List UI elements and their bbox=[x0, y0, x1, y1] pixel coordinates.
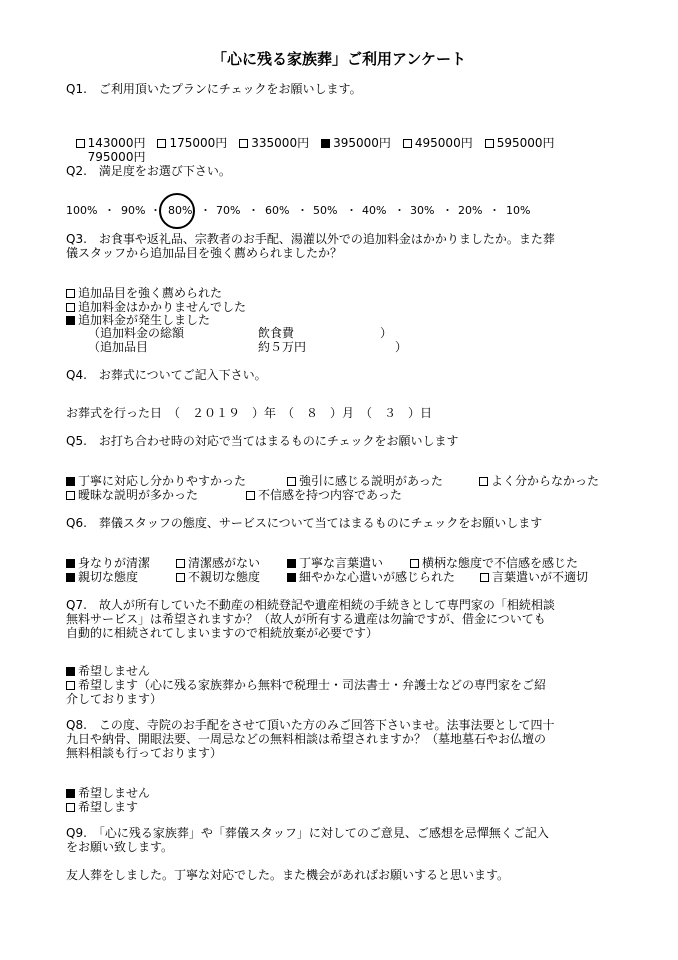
q4-funeral-date[interactable]: お葬式を行った日 （ ２０１９ ）年 （ ８ ）月 （ ３ ）日 bbox=[66, 406, 433, 420]
q1-option-335000[interactable] bbox=[239, 136, 309, 150]
q6-option-unclean[interactable] bbox=[176, 556, 260, 570]
checkbox[interactable] bbox=[176, 573, 185, 582]
q6-option-polite-speech[interactable] bbox=[287, 556, 383, 570]
q7-option-label: 希望しません bbox=[78, 664, 151, 678]
q5-option-label: よく分からなかった bbox=[491, 474, 600, 488]
q8-label-line3: 無料相談も行っております） bbox=[66, 746, 223, 760]
q7-option-request[interactable] bbox=[66, 678, 546, 692]
q8-option-decline[interactable] bbox=[66, 786, 150, 800]
q7-label-line1: Q7. 故人が所有していた不動産の相続登記や遺産相続の手続きとして専門家の「相続相談 bbox=[66, 598, 555, 612]
q7-option-request-cont: 介しております） bbox=[66, 692, 163, 706]
q8-option-label: 希望しません bbox=[78, 786, 151, 800]
scale-40[interactable]: 40% bbox=[362, 204, 387, 217]
q4-label: Q4. お葬式についてご記入下さい。 bbox=[66, 368, 267, 382]
q1-option-label: 175000円 bbox=[169, 136, 228, 150]
q6-option-label: 親切な態度 bbox=[78, 570, 139, 584]
q8-label-line2: 九日や納骨、開眼法要、一周忌などの無料相談は希望されますか？（墓地墓石やお仏壇の bbox=[66, 732, 547, 746]
checkbox[interactable] bbox=[66, 289, 75, 298]
checkbox[interactable] bbox=[239, 139, 248, 148]
q3-detail-total-value[interactable]: 飲食費 bbox=[258, 326, 295, 340]
checkbox-checked[interactable] bbox=[66, 789, 75, 798]
q6-option-label: 丁寧な言葉遣い bbox=[299, 556, 384, 570]
scale-sep: ・ bbox=[248, 204, 259, 217]
q3-label-line2: 儀スタッフから追加品目を強く薦められましたか？ bbox=[66, 246, 343, 260]
q1-option-label: 795000円 bbox=[87, 150, 146, 164]
q5-option-label: 丁寧に対応し分かりやすかった bbox=[78, 474, 247, 488]
q3-detail-items-label: （追加品目 bbox=[88, 340, 149, 354]
checkbox[interactable] bbox=[403, 139, 412, 148]
q3-option-extra-charged[interactable] bbox=[66, 313, 210, 327]
q8-option-label: 希望します bbox=[78, 800, 139, 814]
q6-option-arrogant[interactable] bbox=[410, 556, 578, 570]
q1-option-175000[interactable] bbox=[157, 136, 227, 150]
q8-option-request[interactable] bbox=[66, 800, 138, 814]
q1-option-795000[interactable] bbox=[76, 150, 146, 164]
scale-sep: ・ bbox=[150, 204, 161, 217]
q3-option-no-extra[interactable] bbox=[66, 300, 246, 314]
q1-option-595000[interactable] bbox=[485, 136, 555, 150]
checkbox[interactable] bbox=[480, 573, 489, 582]
scale-sep: ・ bbox=[394, 204, 405, 217]
q6-option-improper-speech[interactable] bbox=[480, 570, 588, 584]
q5-option-label: 不信感を持つ内容であった bbox=[258, 488, 402, 502]
q5-option-clear[interactable] bbox=[66, 474, 246, 488]
q3-option-label: 追加料金はかかりませんでした bbox=[78, 300, 247, 314]
q1-option-label: 143000円 bbox=[87, 136, 146, 150]
q9-answer[interactable]: 友人葬をしました。丁寧な対応でした。また機会があればお願いすると思います。 bbox=[66, 868, 510, 882]
q6-option-kind[interactable] bbox=[66, 570, 138, 584]
checkbox[interactable] bbox=[66, 303, 75, 312]
q1-option-label: 335000円 bbox=[251, 136, 310, 150]
q7-label-line2: 無料サービス」は希望されますか？（故人が所有する遺産は勿論ですが、借金についても bbox=[66, 612, 546, 626]
q5-option-label: 曖昧な説明が多かった bbox=[78, 488, 199, 502]
q3-detail-items-close: ） bbox=[395, 340, 408, 354]
checkbox[interactable] bbox=[485, 139, 494, 148]
checkbox-checked[interactable] bbox=[66, 316, 75, 325]
q9-label-line1: Q9. 「心に残る家族葬」や「葬儀スタッフ」に対してのご意見、ご感想を忌憚無くご記入 bbox=[66, 826, 549, 840]
scale-10[interactable]: 10% bbox=[506, 204, 531, 217]
q5-option-pushy[interactable] bbox=[287, 474, 443, 488]
q6-option-label: 清潔感がない bbox=[188, 556, 261, 570]
q3-label-line1: Q3. お食事や返礼品、宗教者のお手配、湯灌以外での追加料金はかかりましたか。また葬 bbox=[66, 232, 555, 246]
q9-label-line2: をお願い致します。 bbox=[66, 840, 174, 854]
checkbox-checked[interactable] bbox=[66, 477, 75, 486]
q7-option-decline[interactable] bbox=[66, 664, 150, 678]
q1-option-395000[interactable] bbox=[321, 136, 391, 150]
q1-options-row2 bbox=[68, 136, 157, 164]
scale-sep: ・ bbox=[489, 204, 500, 217]
q1-label: Q1. ご利用頂いたプランにチェックをお願いします。 bbox=[66, 82, 362, 96]
q8-label-line1: Q8. この度、寺院のお手配をさせて頂いた方のみご回答下さいませ。法事法要として四十 bbox=[66, 718, 555, 732]
scale-60[interactable]: 60% bbox=[265, 204, 290, 217]
q6-option-label: 不親切な態度 bbox=[188, 570, 261, 584]
checkbox[interactable] bbox=[66, 681, 75, 690]
checkbox[interactable] bbox=[66, 803, 75, 812]
q6-option-attentive[interactable] bbox=[287, 570, 455, 584]
q5-option-vague[interactable] bbox=[66, 488, 198, 502]
q5-label: Q5. お打ち合わせ時の対応で当てはまるものにチェックをお願いします bbox=[66, 434, 459, 448]
checkbox-checked[interactable] bbox=[287, 573, 296, 582]
q5-option-unclear[interactable] bbox=[479, 474, 599, 488]
q6-option-label: 身なりが清潔 bbox=[78, 556, 151, 570]
q1-option-495000[interactable] bbox=[403, 136, 473, 150]
q1-option-label: 395000円 bbox=[333, 136, 391, 150]
q6-option-label: 言葉遣いが不適切 bbox=[492, 570, 589, 584]
selected-circle-mark bbox=[159, 193, 195, 229]
q5-option-label: 強引に感じる説明があった bbox=[299, 474, 443, 488]
scale-sep: ・ bbox=[442, 204, 453, 217]
survey-title: 「心に残る家族葬」ご利用アンケート bbox=[211, 50, 467, 68]
checkbox-checked[interactable] bbox=[321, 139, 330, 148]
checkbox-checked[interactable] bbox=[287, 559, 296, 568]
checkbox[interactable] bbox=[157, 139, 166, 148]
scale-80[interactable]: 80% bbox=[168, 204, 193, 217]
q6-option-unkind[interactable] bbox=[176, 570, 260, 584]
scale-50[interactable]: 50% bbox=[313, 204, 338, 217]
q2-label: Q2. 満足度をお選び下さい。 bbox=[66, 164, 231, 178]
checkbox-checked[interactable] bbox=[66, 559, 75, 568]
checkbox-checked[interactable] bbox=[66, 573, 75, 582]
q3-detail-items-value[interactable]: 約５万円 bbox=[258, 340, 307, 354]
scale-sep: ・ bbox=[297, 204, 308, 217]
checkbox[interactable] bbox=[176, 559, 185, 568]
checkbox[interactable] bbox=[479, 477, 488, 486]
q3-detail-total-close: ） bbox=[380, 326, 393, 340]
scale-sep: ・ bbox=[200, 204, 211, 217]
checkbox[interactable] bbox=[66, 491, 75, 500]
scale-sep: ・ bbox=[346, 204, 357, 217]
q6-option-label: 横柄な態度で不信感を感じた bbox=[422, 556, 579, 570]
scale-sep: ・ bbox=[104, 204, 115, 217]
q3-option-strongly-recommended[interactable] bbox=[66, 286, 222, 300]
scale-30[interactable]: 30% bbox=[410, 204, 435, 217]
checkbox[interactable] bbox=[287, 477, 296, 486]
checkbox-checked[interactable] bbox=[66, 667, 75, 676]
q3-option-label: 追加料金が発生しました bbox=[78, 313, 211, 327]
checkbox[interactable] bbox=[246, 491, 255, 500]
q3-detail-total-label: （追加料金の総額 bbox=[88, 326, 185, 340]
q6-option-label: 細やかな心遣いが感じられた bbox=[299, 570, 456, 584]
q1-option-label: 495000円 bbox=[414, 136, 473, 150]
q7-option-label: 希望します（心に残る家族葬から無料で税理士・司法書士・弁護士などの専門家をご紹 bbox=[78, 678, 547, 692]
scale-70[interactable]: 70% bbox=[216, 204, 241, 217]
q6-option-clean[interactable] bbox=[66, 556, 150, 570]
q1-option-label: 595000円 bbox=[496, 136, 555, 150]
scale-100[interactable]: 100% bbox=[66, 204, 98, 217]
q7-label-line3: 自動的に相続されてしまいますので相続放棄が必要です） bbox=[66, 626, 379, 640]
checkbox[interactable] bbox=[410, 559, 419, 568]
scale-20[interactable]: 20% bbox=[458, 204, 483, 217]
scale-90[interactable]: 90% bbox=[121, 204, 146, 217]
q6-label: Q6. 葬儀スタッフの態度、サービスについて当てはまるものにチェックをお願いします bbox=[66, 516, 543, 530]
q5-option-distrust[interactable] bbox=[246, 488, 402, 502]
q3-option-label: 追加品目を強く薦められた bbox=[78, 286, 223, 300]
